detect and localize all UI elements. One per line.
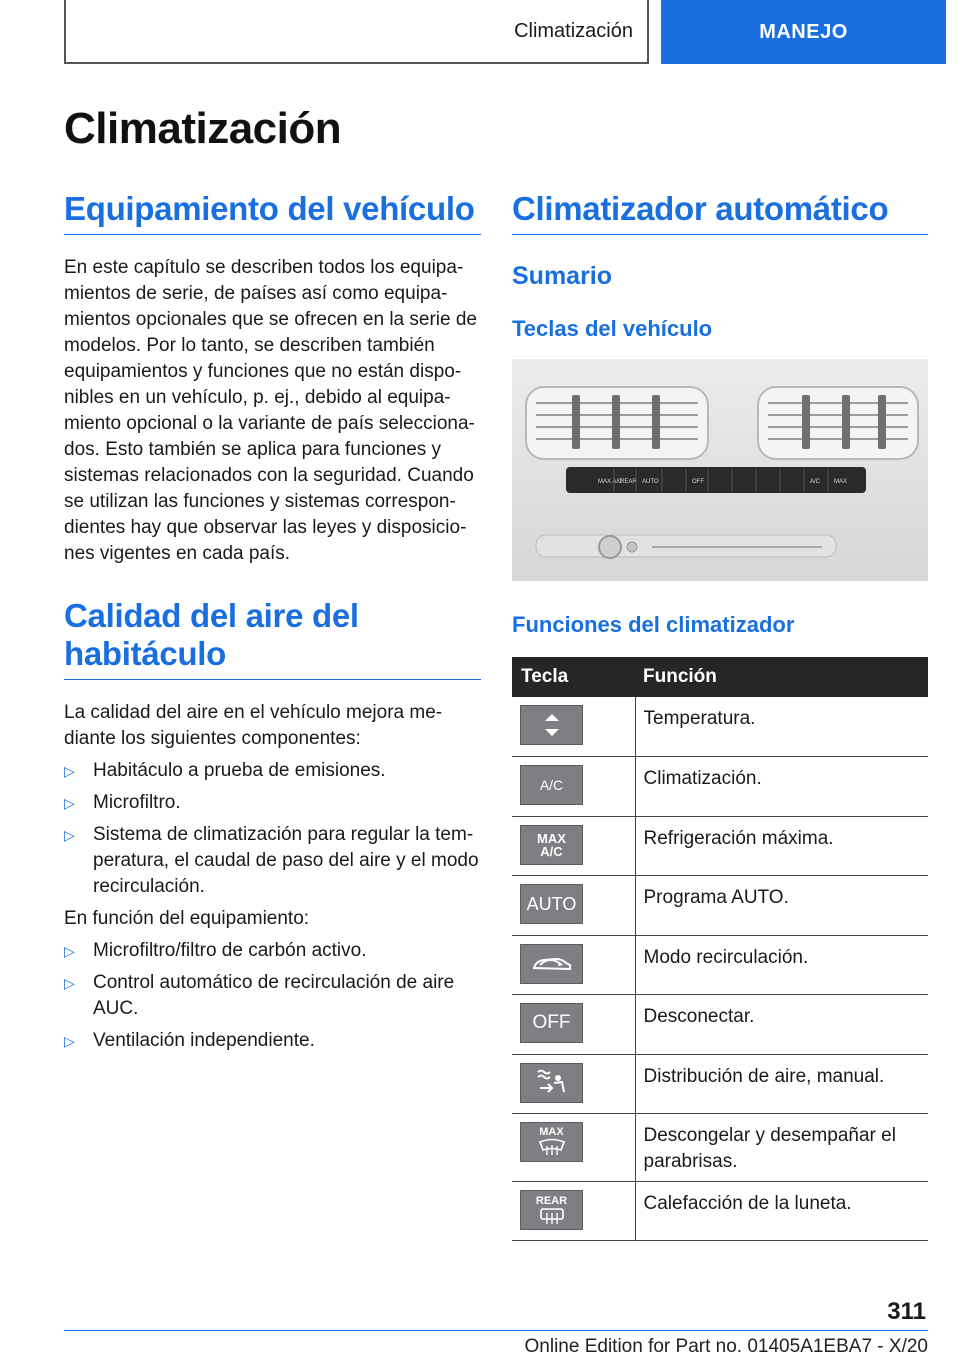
paragraph-equipment-dependent: En función del equipamiento: (64, 908, 310, 929)
function-cell: Refrigeración máxima. (635, 816, 928, 875)
panel-label-off: OFF (692, 479, 704, 485)
triangle-bullet-icon: ▷ (64, 1033, 75, 1049)
table-row (512, 1113, 928, 1181)
page-number: 311 (887, 1298, 926, 1325)
panel-label-max: MAX (834, 479, 848, 485)
page-title: Climatización (64, 104, 342, 153)
function-cell: Climatización. (635, 756, 928, 816)
table-header-row (512, 657, 928, 697)
panel-label-ac: A/C (810, 479, 821, 485)
air-distribution-icon (520, 1063, 583, 1103)
header-chapter-tab[interactable]: MANEJO (661, 0, 946, 64)
list-item: ▷ Ventilación independiente. (64, 1028, 481, 1054)
ac-icon: A/C (520, 765, 583, 805)
function-cell: Programa AUTO. (635, 875, 928, 935)
function-cell: Temperatura. (635, 697, 928, 756)
list-item: ▷ Habitáculo a prueba de emisiones. (64, 758, 481, 784)
triangle-bullet-icon: ▷ (64, 763, 75, 779)
panel-label-auto: AUTO (642, 479, 659, 485)
function-cell: Calefacción de la luneta. (635, 1181, 928, 1240)
list-item: ▷ Control automático de recirculación de aire AUC. (64, 972, 455, 1019)
temperature-arrows-icon (520, 705, 583, 745)
off-icon: OFF (520, 1003, 583, 1043)
list-item: ▷ Microfiltro/filtro de carbón activo. (64, 938, 481, 964)
heading-climate-functions: Funciones del climatizador (512, 612, 795, 637)
table-row (512, 935, 928, 994)
footer-edition-text: Online Edition for Part no. 01405A1EBA7 - X/20 (524, 1336, 928, 1357)
right-column (512, 190, 928, 1241)
left-column (64, 190, 481, 1054)
function-cell: Descongelar y desempañar el parabrisas. (635, 1113, 928, 1181)
list-optional (64, 938, 481, 1054)
heading-summary: Sumario (512, 262, 613, 290)
auto-icon: AUTO (520, 884, 583, 924)
triangle-bullet-icon: ▷ (64, 795, 75, 811)
function-cell: Desconectar. (635, 994, 928, 1054)
list-item: ▷ Microfiltro. (64, 790, 481, 816)
triangle-bullet-icon: ▷ (64, 827, 75, 843)
list-components (64, 758, 481, 900)
table-row (512, 1181, 928, 1240)
function-cell: Modo recirculación. (635, 935, 928, 994)
table-row (512, 994, 928, 1054)
rear-window-heating-icon: REAR (520, 1190, 583, 1230)
dashboard-illustration (512, 359, 928, 581)
paragraph-air-quality: La calidad del aire en el vehículo mejora mediante los siguientes componentes: (64, 702, 443, 749)
panel-label-rear: REAR (620, 479, 637, 485)
max-ac-icon: MAX A/C (520, 825, 583, 865)
column-header-key: Tecla (512, 657, 635, 697)
function-cell: Distribución de aire, manual. (635, 1054, 928, 1113)
max-defrost-icon: MAX (520, 1122, 583, 1162)
functions-table (512, 657, 928, 1241)
table-row (512, 816, 928, 875)
table-row (512, 697, 928, 756)
column-header-function: Función (635, 657, 928, 697)
heading-air-quality: Calidad del aire del habitáculo (64, 597, 481, 680)
heading-auto-climate: Climatizador automático (512, 190, 928, 235)
paragraph-equipment: En este capítulo se describen todos los equipamientos de serie, de países así como equipamientos opcionales que se ofrecen en la serie de modelos. Por lo tanto, se describen también equipamientos y funciones que no están disponibles en un vehículo, p. ej., debido al equipamiento opcional o la variante de país seleccionados. Esto también se aplica para funciones y sistemas relacionados con la seguridad. Cuando se utilizan las funciones y sistemas correspondientes hay que observar las leyes y disposiciones vigentes en cada país. (64, 257, 477, 564)
header-section-title: Climatización (64, 0, 649, 64)
triangle-bullet-icon: ▷ (64, 943, 75, 959)
climate-panel-photo (512, 359, 928, 581)
table-row (512, 1054, 928, 1113)
triangle-bullet-icon: ▷ (64, 975, 75, 991)
list-item: ▷ Sistema de climatización para regular la temperatura, el caudal de paso del aire y el modo recirculación. (64, 824, 479, 897)
table-row (512, 875, 928, 935)
footer-divider (64, 1330, 928, 1331)
recirculation-icon (520, 944, 583, 984)
heading-equipment: Equipamiento del vehículo (64, 190, 481, 235)
heading-vehicle-keys: Teclas del vehículo (512, 316, 713, 341)
table-row (512, 756, 928, 816)
panel-label-max-ac: MAX A/C (598, 479, 623, 485)
